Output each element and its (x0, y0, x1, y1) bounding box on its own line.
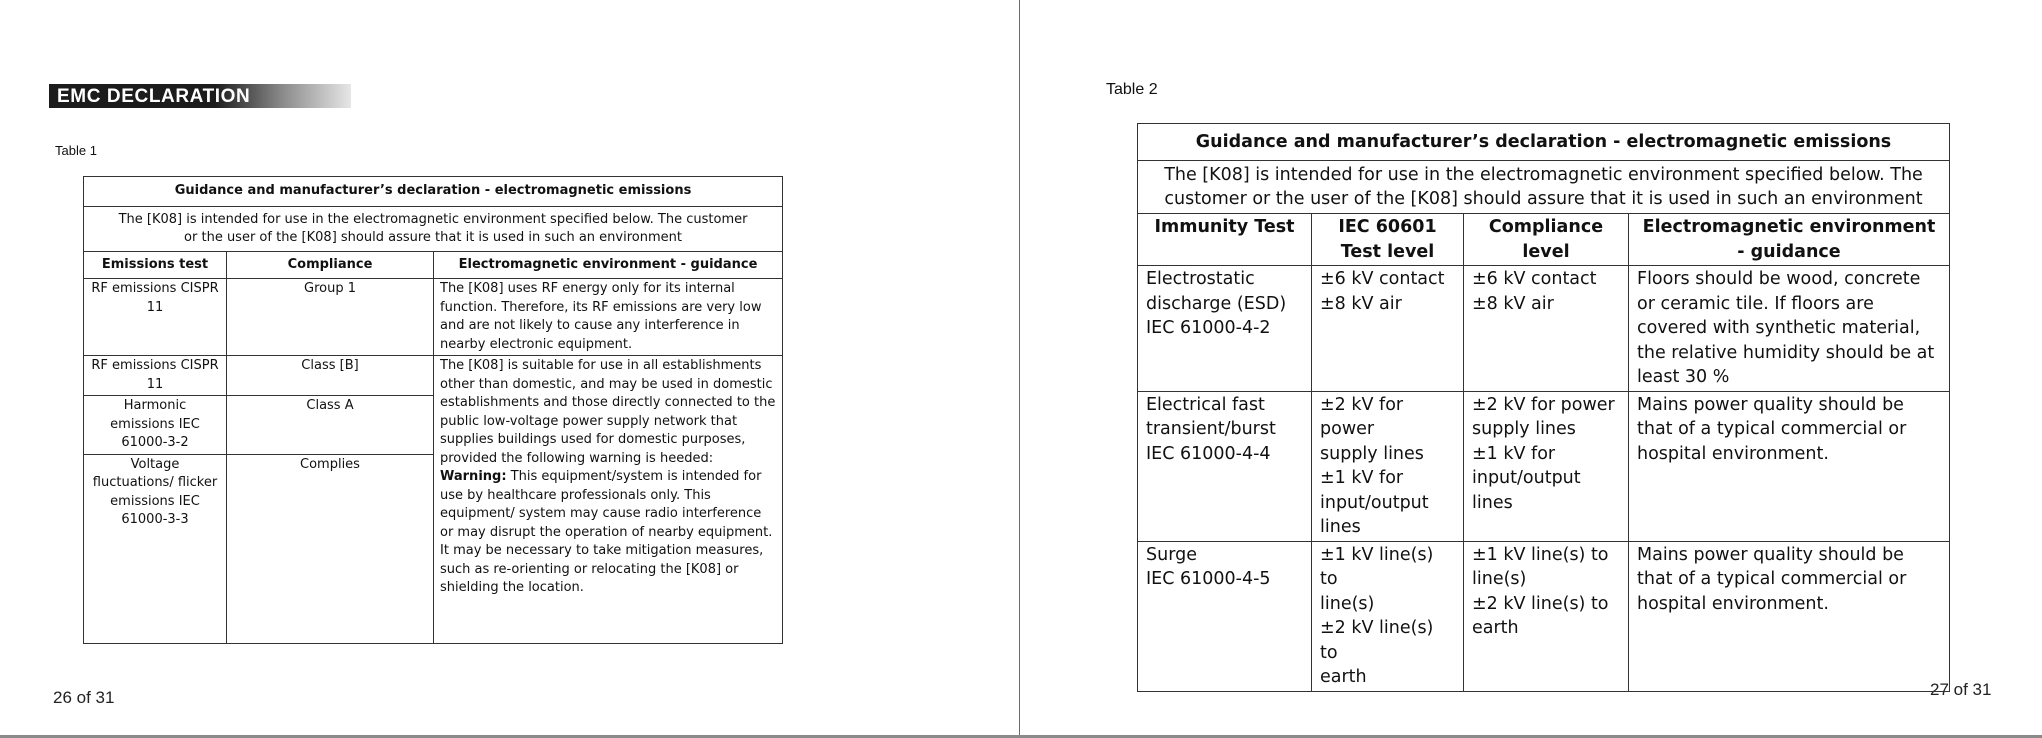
guidance-intro-text: The [K08] is suitable for use in all establishments other than domestic, and may be used in domestic establishments and those directly connected to the public low-voltage power supply network that supplies buildings used for domestic purposes, provided the following warning is heeded: (440, 358, 776, 466)
warning-text: This equipment/system is intended for use by healthcare professionals only. This equipment/ system may cause radio interference or may disrupt the operation of nearby equipment. It may be necessary to take mitigation measures, such as re-orienting or relocating the [K08] or shielding the location. (440, 469, 773, 595)
cell-line: IEC 61000-4-4 (1146, 443, 1271, 464)
table2-header-guidance: Electromagnetic environment - guidance (1629, 214, 1950, 266)
cell-line: ±2 kV line(s) to (1320, 618, 1434, 663)
shared-guidance-cell (434, 356, 783, 644)
table1-intro: The [K08] is intended for use in the electromagnetic environment specified below. The customer or the user of the [K08] should assure that it is used in such an environment (84, 207, 783, 252)
cell-line: earth (1320, 667, 1367, 687)
cell-line: ±2 kV line(s) to (1472, 593, 1609, 614)
cell-line: input/output (1320, 492, 1429, 513)
compliance-cell: Complies (227, 454, 434, 643)
cell-line: ±6 kV contact (1320, 269, 1445, 289)
table-row (1138, 541, 1950, 691)
emissions-test-cell: Harmonic emissions IEC 61000-3-2 (84, 396, 227, 455)
cell-line: supply lines (1472, 419, 1576, 439)
table2-header-immunity-test: Immunity Test (1138, 214, 1312, 266)
compliance-cell: Class A (227, 396, 434, 455)
cell-line: ±8 kV air (1320, 293, 1402, 314)
test-level-cell (1312, 391, 1464, 541)
cell-line: Surge (1146, 544, 1197, 565)
emissions-test-cell: RF emissions CISPR 11 (84, 279, 227, 356)
test-level-cell (1312, 266, 1464, 392)
table2-intro: The [K08] is intended for use in the electromagnetic environment specified below. The customer or the user of the [K08] should assure that it is used in such an environment (1138, 161, 1950, 214)
compliance-level-cell (1464, 266, 1629, 392)
immunity-test-cell (1138, 266, 1312, 392)
cell-line: ±2 kV for power (1472, 394, 1615, 415)
compliance-cell: Class [B] (227, 356, 434, 396)
cell-line: ±1 kV line(s) to (1472, 544, 1609, 565)
table2-header-test-level: IEC 60601 Test level (1312, 214, 1464, 266)
warning-label: Warning: (440, 469, 507, 484)
cell-line: ±1 kV for (1320, 468, 1404, 488)
cell-line: input/output (1472, 468, 1581, 488)
left-page (0, 0, 1019, 738)
table2-caption: Table 2 (1106, 81, 1158, 98)
table-row (1138, 266, 1950, 392)
cell-line: Electrical fast (1146, 394, 1265, 415)
compliance-level-cell (1464, 391, 1629, 541)
table2-title: Guidance and manufacturer’s declaration - electromagnetic emissions (1138, 124, 1950, 161)
cell-line: ±1 kV for (1472, 443, 1556, 464)
immunity-table (1137, 123, 1950, 692)
emissions-test-cell: Voltage fluctuations/ flicker emissions IEC 61000-3-3 (84, 454, 227, 643)
banner-title: EMC DECLARATION (57, 86, 251, 107)
cell-line: ±2 kV for power (1320, 394, 1404, 439)
cell-line: earth (1472, 618, 1519, 638)
table2-header-compliance-level: Compliance level (1464, 214, 1629, 266)
table-row (84, 279, 783, 356)
emissions-table (83, 176, 783, 644)
compliance-cell: Group 1 (227, 279, 434, 356)
immunity-test-cell (1138, 541, 1312, 691)
table-row (1138, 391, 1950, 541)
emissions-test-cell: RF emissions CISPR 11 (84, 356, 227, 396)
guidance-cell: The [K08] uses RF energy only for its internal function. Therefore, its RF emissions are very low and are not likely to cause any interference in nearby electronic equipment. (434, 279, 783, 356)
guidance-cell: Mains power quality should be that of a typical commercial or hospital environment. (1629, 541, 1950, 691)
test-level-cell (1312, 541, 1464, 691)
table1-header-compliance: Compliance (227, 252, 434, 279)
table-row (84, 356, 783, 396)
table1-header-emissions-test: Emissions test (84, 252, 227, 279)
cell-line: ±6 kV contact (1472, 269, 1597, 289)
emc-declaration-banner (49, 84, 351, 108)
cell-line: lines (1472, 492, 1513, 513)
table1-title: Guidance and manufacturer’s declaration - electromagnetic emissions (84, 177, 783, 207)
guidance-cell: Mains power quality should be that of a typical commercial or hospital environment. (1629, 391, 1950, 541)
page-number: 27 of 31 (1930, 680, 1992, 699)
cell-line: discharge (ESD) (1146, 293, 1287, 314)
cell-line: transient/burst (1146, 419, 1276, 439)
cell-line: ±8 kV air (1472, 293, 1554, 314)
cell-line: IEC 61000-4-2 (1146, 318, 1271, 338)
cell-line: Electrostatic (1146, 269, 1255, 289)
cell-line: lines (1320, 517, 1361, 537)
compliance-level-cell (1464, 541, 1629, 691)
cell-line: line(s) (1472, 569, 1527, 589)
guidance-cell: Floors should be wood, concrete or ceramic tile. If floors are covered with synthetic material, the relative humidity should be at least 30 % (1629, 266, 1950, 392)
cell-line: ±1 kV line(s) to (1320, 544, 1434, 589)
table1-header-guidance: Electromagnetic environment - guidance (434, 252, 783, 279)
cell-line: IEC 61000-4-5 (1146, 569, 1271, 589)
table1-caption: Table 1 (55, 143, 97, 158)
cell-line: supply lines (1320, 443, 1424, 464)
page-number: 26 of 31 (53, 688, 115, 707)
immunity-test-cell (1138, 391, 1312, 541)
cell-line: line(s) (1320, 593, 1375, 614)
